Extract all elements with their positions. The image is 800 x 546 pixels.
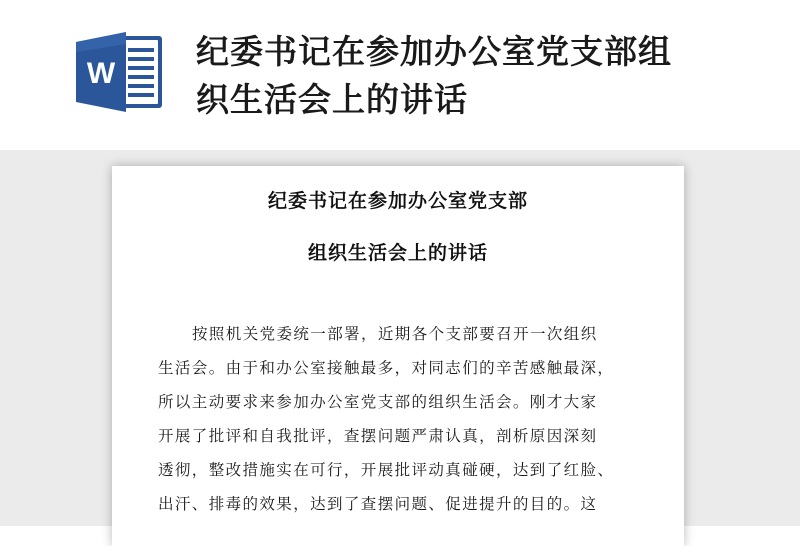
page-heading-line-2: 组织生活会上的讲话 [307,242,488,264]
document-title-line-1: 纪委书记在参加办公室党支部组 [196,32,672,71]
header-bar [0,0,800,150]
body-line-6: 出汗、排毒的效果，达到了查摆问题、促进提升的目的。这 [158,495,598,513]
body-line-1: 按照机关党委统一部署，近期各个支部要召开一次组织 [192,325,598,343]
document-title-line-2: 织生活会上的讲话 [196,80,468,119]
page-heading-line-1: 纪委书记在参加办公室党支部 [267,190,528,212]
body-line-2: 生活会。由于和办公室接触最多，对同志们的辛苦感触最深， [158,359,615,377]
word-icon-letter: W [86,57,116,90]
body-line-4: 开展了批评和自我批评，查摆问题严肃认真，剖析原因深刻 [158,427,598,445]
document-page[interactable] [112,166,684,546]
body-line-3: 所以主动要求来参加办公室党支部的组织生活会。刚才大家 [158,393,598,411]
word-document-icon [74,30,166,114]
body-line-5: 透彻，整改措施实在可行，开展批评动真碰硬，达到了红脸、 [158,461,615,479]
document-title [196,28,756,124]
